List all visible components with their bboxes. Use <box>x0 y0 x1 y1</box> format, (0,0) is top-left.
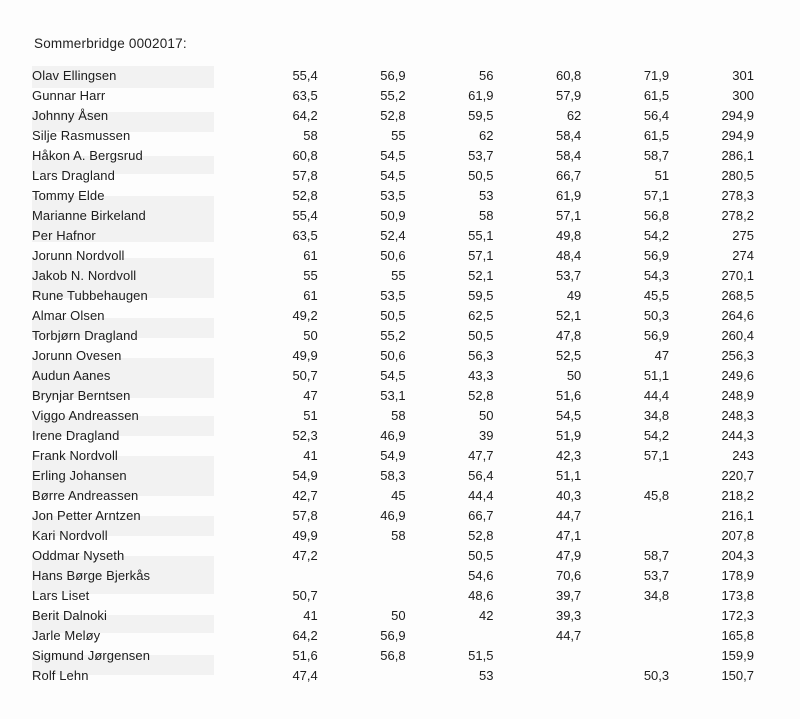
player-name: Per Hafnor <box>32 227 96 243</box>
table-row <box>32 85 754 105</box>
score-r4: 57,9 <box>555 87 582 103</box>
score-r5: 45,8 <box>643 487 670 503</box>
score-r4: 48,4 <box>555 247 582 263</box>
score-r3: 62 <box>478 127 494 143</box>
score-r2: 56,9 <box>380 67 406 83</box>
score-r4: 51,9 <box>555 427 582 443</box>
score-r5: 57,1 <box>643 447 670 463</box>
table-row <box>32 425 754 445</box>
table-row <box>32 325 754 345</box>
score-r2: 54,5 <box>380 167 406 183</box>
table-row <box>32 625 754 645</box>
score-r1: 41 <box>303 607 318 623</box>
score-total: 178,9 <box>721 567 754 583</box>
player-name: Almar Olsen <box>32 307 105 323</box>
score-r1: 49,2 <box>292 307 318 323</box>
score-r4: 52,5 <box>555 347 582 363</box>
table-row <box>32 605 754 625</box>
score-r1: 51,6 <box>292 647 318 663</box>
score-total: 248,9 <box>721 387 754 403</box>
score-r4: 47,9 <box>555 547 582 563</box>
table-row <box>32 265 754 285</box>
score-r3: 66,7 <box>468 507 494 523</box>
table-row <box>32 545 754 565</box>
score-r5 <box>581 605 669 625</box>
score-r5: 58,7 <box>643 547 670 563</box>
player-name: Brynjar Berntsen <box>32 387 131 403</box>
score-r2: 46,9 <box>380 507 406 523</box>
player-name: Johnny Åsen <box>32 107 109 123</box>
score-r3: 57,1 <box>468 247 494 263</box>
table-row <box>32 565 754 585</box>
score-r2: 55,2 <box>380 87 406 103</box>
player-name: Børre Andreassen <box>32 487 139 503</box>
score-r3: 56,3 <box>468 347 494 363</box>
score-r2 <box>318 585 406 605</box>
score-total: 278,3 <box>721 187 754 203</box>
score-r3: 52,8 <box>468 527 494 543</box>
score-r1: 57,8 <box>292 507 318 523</box>
score-total: 294,9 <box>721 127 754 143</box>
score-r5: 53,7 <box>643 567 670 583</box>
player-name: Oddmar Nyseth <box>32 547 125 563</box>
score-total: 248,3 <box>721 407 754 423</box>
score-r4: 60,8 <box>555 67 582 83</box>
table-row <box>32 585 754 605</box>
score-total: 301 <box>732 67 754 83</box>
score-r4: 52,1 <box>555 307 582 323</box>
score-r5: 58,7 <box>643 147 670 163</box>
score-r4 <box>493 645 581 665</box>
score-total: 159,9 <box>721 647 754 663</box>
score-r4: 40,3 <box>555 487 582 503</box>
score-r5: 47 <box>654 347 670 363</box>
score-total: 216,1 <box>721 507 754 523</box>
score-r2: 53,1 <box>380 387 406 403</box>
score-r1: 55 <box>303 267 318 283</box>
score-r4: 49 <box>566 287 582 303</box>
score-r5: 56,9 <box>643 247 670 263</box>
score-total: 243 <box>732 447 754 463</box>
score-r1: 47,4 <box>292 667 318 683</box>
score-r2: 50,9 <box>380 207 406 223</box>
score-r4: 49,8 <box>555 227 582 243</box>
score-r1: 42,7 <box>292 487 318 503</box>
table-row <box>32 505 754 525</box>
score-r2: 58 <box>391 527 406 543</box>
table-row <box>32 165 754 185</box>
score-r4: 62 <box>566 107 582 123</box>
table-row <box>32 485 754 505</box>
score-r5 <box>581 625 669 645</box>
table-row <box>32 125 754 145</box>
score-r3: 50,5 <box>468 547 494 563</box>
score-total: 218,2 <box>721 487 754 503</box>
score-r4: 51,6 <box>555 387 582 403</box>
score-r5: 71,9 <box>643 67 670 83</box>
score-r2: 52,4 <box>380 227 406 243</box>
score-r1: 54,9 <box>292 467 318 483</box>
score-r2: 50,6 <box>380 347 406 363</box>
player-name: Jorunn Nordvoll <box>32 247 125 263</box>
score-r4: 53,7 <box>555 267 582 283</box>
table-row <box>32 365 754 385</box>
player-name: Lars Liset <box>32 587 90 603</box>
score-r4 <box>493 665 581 685</box>
table-row <box>32 185 754 205</box>
score-r5: 50,3 <box>643 307 670 323</box>
score-total: 286,1 <box>721 147 754 163</box>
score-r5: 57,1 <box>643 187 670 203</box>
player-name: Audun Aanes <box>32 367 111 383</box>
score-r3 <box>406 625 494 645</box>
table-row <box>32 305 754 325</box>
score-r4: 39,3 <box>555 607 582 623</box>
score-r3: 39 <box>478 427 494 443</box>
table-row <box>32 205 754 225</box>
score-r1: 60,8 <box>292 147 318 163</box>
score-total: 274 <box>732 247 754 263</box>
score-r2: 54,9 <box>380 447 406 463</box>
table-row <box>32 525 754 545</box>
player-name: Jorunn Ovesen <box>32 347 122 363</box>
player-name: Sigmund Jørgensen <box>32 647 151 663</box>
player-name: Lars Dragland <box>32 167 115 183</box>
score-total: 244,3 <box>721 427 754 443</box>
player-name: Jakob N. Nordvoll <box>32 267 137 283</box>
page-title: Sommerbridge 0002017: <box>34 36 187 51</box>
score-r3: 59,5 <box>468 107 494 123</box>
score-r1: 64,2 <box>292 107 318 123</box>
score-r5 <box>581 505 669 525</box>
score-r2: 55,2 <box>380 327 406 343</box>
score-r1: 63,5 <box>292 227 318 243</box>
score-r4: 47,8 <box>555 327 582 343</box>
score-r4: 42,3 <box>555 447 582 463</box>
score-r1: 52,8 <box>292 187 318 203</box>
score-total: 294,9 <box>721 107 754 123</box>
score-total: 256,3 <box>721 347 754 363</box>
score-r1: 47,2 <box>292 547 318 563</box>
score-r4: 44,7 <box>555 627 582 643</box>
player-name: Frank Nordvoll <box>32 447 118 463</box>
player-name: Silje Rasmussen <box>32 127 131 143</box>
score-r2: 54,5 <box>380 367 406 383</box>
score-r5: 45,5 <box>643 287 670 303</box>
score-r2 <box>318 545 406 565</box>
score-r2: 56,8 <box>380 647 406 663</box>
score-r1: 55,4 <box>292 67 318 83</box>
score-r4: 47,1 <box>555 527 582 543</box>
score-r5: 34,8 <box>643 407 670 423</box>
score-r2: 50,6 <box>380 247 406 263</box>
score-total: 260,4 <box>721 327 754 343</box>
score-total: 300 <box>732 87 754 103</box>
score-r3: 53 <box>478 667 494 683</box>
score-r5: 50,3 <box>643 667 670 683</box>
score-r3: 58 <box>478 207 494 223</box>
score-total: 204,3 <box>721 547 754 563</box>
score-total: 165,8 <box>721 627 754 643</box>
player-name: Hans Børge Bjerkås <box>32 567 151 583</box>
player-name: Gunnar Harr <box>32 87 106 103</box>
table-row <box>32 65 754 85</box>
table-row <box>32 225 754 245</box>
score-r3: 42 <box>478 607 494 623</box>
score-r4: 44,7 <box>555 507 582 523</box>
player-name: Rune Tubbehaugen <box>32 287 148 303</box>
score-r3: 50,5 <box>468 327 494 343</box>
score-total: 220,7 <box>721 467 754 483</box>
score-r1: 49,9 <box>292 347 318 363</box>
score-r1: 50,7 <box>292 587 318 603</box>
score-r2: 45 <box>391 487 406 503</box>
player-name: Kari Nordvoll <box>32 527 108 543</box>
score-r5 <box>581 525 669 545</box>
score-total: 172,3 <box>721 607 754 623</box>
table-row <box>32 145 754 165</box>
score-r3: 56 <box>478 67 494 83</box>
table-row <box>32 105 754 125</box>
score-r2: 55 <box>391 127 406 143</box>
score-r1: 61 <box>303 247 318 263</box>
score-total: 268,5 <box>721 287 754 303</box>
score-r4: 54,5 <box>555 407 582 423</box>
player-name: Jarle Meløy <box>32 627 101 643</box>
table-row <box>32 385 754 405</box>
score-r3: 47,7 <box>468 447 494 463</box>
score-r1: 63,5 <box>292 87 318 103</box>
score-r3: 48,6 <box>468 587 494 603</box>
score-r3: 62,5 <box>468 307 494 323</box>
score-r4: 58,4 <box>555 127 582 143</box>
table-row <box>32 345 754 365</box>
score-r1: 57,8 <box>292 167 318 183</box>
score-r3: 55,1 <box>468 227 494 243</box>
score-r1: 51 <box>303 407 318 423</box>
score-r3: 52,1 <box>468 267 494 283</box>
score-total: 278,2 <box>721 207 754 223</box>
score-r5: 56,8 <box>643 207 670 223</box>
score-r3: 50 <box>478 407 494 423</box>
score-r2: 54,5 <box>380 147 406 163</box>
player-name: Håkon A. Bergsrud <box>32 147 143 163</box>
score-r5: 56,9 <box>643 327 670 343</box>
score-r3: 61,9 <box>468 87 494 103</box>
score-r5: 56,4 <box>643 107 670 123</box>
player-name: Irene Dragland <box>32 427 120 443</box>
score-r3: 51,5 <box>468 647 494 663</box>
score-total: 280,5 <box>721 167 754 183</box>
score-total: 150,7 <box>721 667 754 683</box>
score-r4: 39,7 <box>555 587 582 603</box>
results-table-body <box>32 65 754 685</box>
score-r5: 54,3 <box>643 267 670 283</box>
score-total: 173,8 <box>721 587 754 603</box>
player-name: Jon Petter Arntzen <box>32 507 141 523</box>
table-row <box>32 465 754 485</box>
score-r2 <box>318 665 406 685</box>
table-row <box>32 665 754 685</box>
player-name: Olav Ellingsen <box>32 67 117 83</box>
score-r2: 52,8 <box>380 107 406 123</box>
score-r3: 54,6 <box>468 567 494 583</box>
score-r3: 56,4 <box>468 467 494 483</box>
score-r4: 51,1 <box>555 467 582 483</box>
score-r4: 61,9 <box>555 187 582 203</box>
player-name: Torbjørn Dragland <box>32 327 138 343</box>
score-r2: 46,9 <box>380 427 406 443</box>
score-r5 <box>581 465 669 485</box>
score-r2: 50 <box>391 607 406 623</box>
table-row <box>32 645 754 665</box>
score-r2: 58,3 <box>380 467 406 483</box>
score-r3: 44,4 <box>468 487 494 503</box>
score-r5: 51,1 <box>643 367 670 383</box>
score-total: 270,1 <box>721 267 754 283</box>
score-r5 <box>581 645 669 665</box>
score-r4: 58,4 <box>555 147 582 163</box>
score-r5: 61,5 <box>643 127 670 143</box>
player-name: Rolf Lehn <box>32 667 89 683</box>
score-r2: 50,5 <box>380 307 406 323</box>
table-row <box>32 445 754 465</box>
table-row <box>32 405 754 425</box>
score-r4: 70,6 <box>555 567 582 583</box>
score-r2: 56,9 <box>380 627 406 643</box>
player-name: Erling Johansen <box>32 467 127 483</box>
score-r1: 41 <box>303 447 318 463</box>
score-r5: 44,4 <box>643 387 670 403</box>
score-r1: 61 <box>303 287 318 303</box>
score-r2: 55 <box>391 267 406 283</box>
player-name: Tommy Elde <box>32 187 105 203</box>
player-name: Viggo Andreassen <box>32 407 139 423</box>
score-r2: 53,5 <box>380 287 406 303</box>
score-r5: 54,2 <box>643 427 670 443</box>
score-total: 264,6 <box>721 307 754 323</box>
score-r1: 52,3 <box>292 427 318 443</box>
score-r4: 57,1 <box>555 207 582 223</box>
score-r4: 50 <box>566 367 582 383</box>
score-r5: 61,5 <box>643 87 670 103</box>
score-r1: 50,7 <box>292 367 318 383</box>
score-r1 <box>230 565 318 585</box>
score-r1: 64,2 <box>292 627 318 643</box>
player-name: Berit Dalnoki <box>32 607 107 623</box>
score-total: 249,6 <box>721 367 754 383</box>
score-r5: 34,8 <box>643 587 670 603</box>
score-r3: 50,5 <box>468 167 494 183</box>
score-r1: 50 <box>303 327 318 343</box>
score-r2: 53,5 <box>380 187 406 203</box>
table-row <box>32 285 754 305</box>
score-r1: 49,9 <box>292 527 318 543</box>
score-r1: 55,4 <box>292 207 318 223</box>
score-r3: 43,3 <box>468 367 494 383</box>
score-r4: 66,7 <box>555 167 582 183</box>
score-r3: 53 <box>478 187 494 203</box>
score-r3: 52,8 <box>468 387 494 403</box>
score-r5: 51 <box>654 167 670 183</box>
score-r2 <box>318 565 406 585</box>
score-r5: 54,2 <box>643 227 670 243</box>
score-total: 275 <box>732 227 754 243</box>
score-r3: 53,7 <box>468 147 494 163</box>
results-table <box>32 65 754 685</box>
score-total: 207,8 <box>721 527 754 543</box>
score-r1: 47 <box>303 387 318 403</box>
score-r1: 58 <box>303 127 318 143</box>
score-r2: 58 <box>391 407 406 423</box>
player-name: Marianne Birkeland <box>32 207 146 223</box>
table-row <box>32 245 754 265</box>
score-r3: 59,5 <box>468 287 494 303</box>
